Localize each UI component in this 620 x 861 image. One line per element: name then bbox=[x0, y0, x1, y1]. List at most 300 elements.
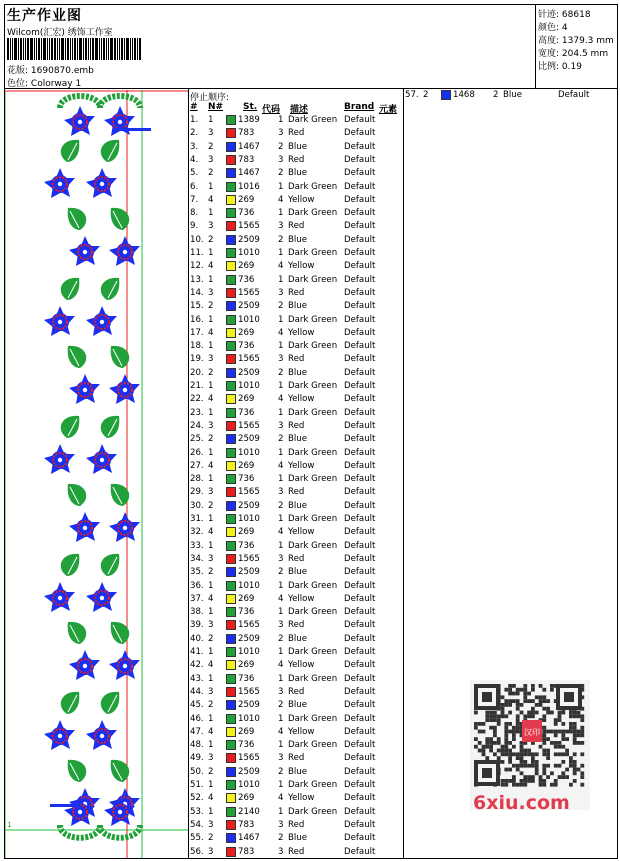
row-code: 2 bbox=[278, 141, 284, 152]
leaf-motif bbox=[101, 416, 120, 438]
row-needle: 1 bbox=[208, 780, 214, 790]
row-brand: Default bbox=[344, 234, 376, 245]
color-swatch bbox=[226, 301, 236, 311]
col-header-code: 代码 bbox=[262, 105, 281, 115]
row-code: 2 bbox=[278, 633, 284, 644]
row-num: 53. bbox=[190, 806, 204, 817]
row-needle: 2 bbox=[208, 500, 214, 511]
motif-column bbox=[44, 140, 140, 818]
flower-motif bbox=[44, 720, 75, 750]
row-code: 1 bbox=[278, 580, 284, 591]
table-row bbox=[190, 261, 404, 274]
row-needle: 1 bbox=[208, 341, 214, 352]
row-needle: 4 bbox=[208, 261, 214, 272]
table-row bbox=[190, 275, 404, 288]
colorway-line bbox=[7, 76, 81, 89]
row-brand: Default bbox=[344, 261, 376, 272]
table-row bbox=[190, 155, 404, 168]
design-file-value: 1690870.emb bbox=[30, 66, 94, 76]
row-code: 1 bbox=[278, 248, 284, 258]
flower-motif bbox=[86, 306, 117, 336]
row-stitches: 1010 bbox=[238, 447, 260, 458]
color-swatch bbox=[226, 660, 236, 670]
extra-row-num: 57. bbox=[405, 90, 419, 100]
row-stitches: 269 bbox=[238, 261, 255, 272]
row-needle: 4 bbox=[208, 527, 214, 538]
row-code: 4 bbox=[278, 194, 284, 205]
qr-logo-text: 汉印 bbox=[524, 728, 540, 737]
colorway-value: Colorway 1 bbox=[30, 79, 82, 89]
row-stitches: 1010 bbox=[238, 580, 260, 591]
table-row bbox=[190, 660, 404, 673]
row-num: 33. bbox=[190, 540, 204, 551]
row-code: 1 bbox=[278, 181, 284, 192]
row-code: 3 bbox=[278, 420, 284, 431]
table-row bbox=[190, 567, 404, 580]
row-stitches: 2509 bbox=[238, 234, 260, 245]
bottom-arch-left bbox=[60, 825, 100, 838]
flower-motif bbox=[104, 106, 135, 136]
header-divider bbox=[4, 88, 618, 89]
table-row bbox=[190, 514, 404, 527]
table-row bbox=[190, 381, 404, 394]
color-swatch bbox=[226, 647, 236, 657]
row-brand: Default bbox=[344, 314, 376, 325]
row-needle: 2 bbox=[208, 766, 214, 777]
row-num: 51. bbox=[190, 780, 204, 790]
table-row bbox=[190, 527, 404, 540]
table-row bbox=[190, 368, 404, 381]
color-swatch bbox=[226, 434, 236, 444]
row-brand: Default bbox=[344, 607, 376, 618]
row-num: 15. bbox=[190, 301, 204, 312]
col-header-num: # bbox=[190, 102, 198, 112]
row-code: 1 bbox=[278, 341, 284, 352]
row-stitches: 736 bbox=[238, 740, 255, 751]
row-code: 4 bbox=[278, 394, 284, 405]
row-needle: 4 bbox=[208, 660, 214, 671]
color-swatch bbox=[226, 421, 236, 431]
row-desc: Yellow bbox=[288, 593, 315, 604]
row-stitches: 2140 bbox=[238, 806, 260, 817]
col-header-stitches: St. bbox=[243, 102, 258, 112]
row-desc: Blue bbox=[288, 141, 308, 152]
row-desc: Red bbox=[288, 154, 305, 165]
row-num: 13. bbox=[190, 274, 204, 285]
row-num: 47. bbox=[190, 726, 204, 737]
color-swatch bbox=[226, 807, 236, 817]
row-code: 1 bbox=[278, 514, 284, 524]
table-row bbox=[190, 501, 404, 514]
leaf-motif bbox=[61, 140, 80, 162]
row-needle: 2 bbox=[208, 367, 214, 378]
table-row bbox=[190, 421, 404, 434]
color-swatch bbox=[226, 261, 236, 271]
row-needle: 1 bbox=[208, 806, 214, 817]
leaf-motif bbox=[111, 484, 130, 506]
leaf-motif bbox=[111, 346, 130, 368]
row-brand: Default bbox=[344, 141, 376, 152]
row-num: 31. bbox=[190, 514, 204, 524]
flower-motif bbox=[109, 512, 140, 542]
row-desc: Red bbox=[288, 753, 305, 764]
row-brand: Default bbox=[344, 753, 376, 764]
row-code: 1 bbox=[278, 673, 284, 684]
row-code: 3 bbox=[278, 819, 284, 830]
row-needle: 4 bbox=[208, 394, 214, 405]
row-stitches: 269 bbox=[238, 394, 255, 405]
row-needle: 2 bbox=[208, 141, 214, 152]
row-brand: Default bbox=[344, 154, 376, 165]
color-swatch bbox=[226, 793, 236, 803]
row-brand: Default bbox=[344, 274, 376, 285]
flower-motif bbox=[44, 582, 75, 612]
row-desc: Red bbox=[288, 620, 305, 631]
leaf-motif bbox=[101, 554, 120, 576]
row-desc: Dark Green bbox=[288, 580, 338, 591]
row-stitches: 1565 bbox=[238, 553, 260, 564]
row-desc: Dark Green bbox=[288, 407, 338, 418]
row-needle: 1 bbox=[208, 673, 214, 684]
col-header-element: 元素 bbox=[379, 105, 398, 115]
row-code: 1 bbox=[278, 314, 284, 325]
row-num: 3. bbox=[190, 141, 199, 152]
row-desc: Blue bbox=[288, 567, 308, 578]
flower-motif bbox=[44, 306, 75, 336]
row-desc: Yellow bbox=[288, 394, 315, 405]
row-code: 1 bbox=[278, 381, 284, 391]
row-needle: 2 bbox=[208, 434, 214, 445]
table-row bbox=[190, 354, 404, 367]
row-brand: Default bbox=[344, 354, 376, 365]
row-stitches: 1010 bbox=[238, 248, 260, 258]
row-num: 44. bbox=[190, 686, 204, 697]
row-stitches: 269 bbox=[238, 660, 255, 671]
row-num: 35. bbox=[190, 567, 204, 578]
row-num: 18. bbox=[190, 341, 204, 352]
color-swatch bbox=[226, 780, 236, 790]
row-needle: 1 bbox=[208, 740, 214, 751]
row-brand: Default bbox=[344, 660, 376, 671]
row-stitches: 1467 bbox=[238, 141, 260, 152]
table-row bbox=[190, 394, 404, 407]
color-swatch bbox=[226, 195, 236, 205]
row-code: 1 bbox=[278, 647, 284, 657]
row-num: 19. bbox=[190, 354, 204, 365]
row-desc: Yellow bbox=[288, 327, 315, 338]
row-code: 2 bbox=[278, 434, 284, 445]
row-num: 6. bbox=[190, 181, 199, 192]
leaf-motif bbox=[61, 278, 80, 300]
flower-motif bbox=[109, 236, 140, 266]
table-row bbox=[190, 793, 404, 806]
row-stitches: 736 bbox=[238, 607, 255, 618]
corner-marker: 1 bbox=[7, 821, 12, 829]
row-brand: Default bbox=[344, 527, 376, 538]
color-swatch bbox=[226, 461, 236, 471]
row-num: 22. bbox=[190, 394, 204, 405]
row-num: 28. bbox=[190, 474, 204, 485]
row-code: 2 bbox=[278, 766, 284, 777]
row-stitches: 783 bbox=[238, 819, 255, 830]
row-code: 1 bbox=[278, 274, 284, 285]
row-stitches: 783 bbox=[238, 846, 255, 857]
table-row bbox=[190, 195, 404, 208]
row-num: 49. bbox=[190, 753, 204, 764]
row-code: 1 bbox=[278, 540, 284, 551]
table-row bbox=[190, 594, 404, 607]
row-needle: 1 bbox=[208, 647, 214, 657]
row-desc: Dark Green bbox=[288, 181, 338, 192]
row-desc: Blue bbox=[288, 700, 308, 711]
extra-row-swatch bbox=[441, 90, 451, 100]
color-swatch bbox=[226, 328, 236, 338]
row-desc: Dark Green bbox=[288, 780, 338, 790]
row-num: 50. bbox=[190, 766, 204, 777]
color-swatch bbox=[226, 833, 236, 843]
flower-motif bbox=[44, 168, 75, 198]
color-swatch bbox=[226, 128, 236, 138]
row-stitches: 736 bbox=[238, 274, 255, 285]
row-needle: 1 bbox=[208, 514, 214, 524]
flower-motif bbox=[86, 444, 117, 474]
row-needle: 1 bbox=[208, 540, 214, 551]
row-code: 4 bbox=[278, 726, 284, 737]
row-brand: Default bbox=[344, 806, 376, 817]
color-swatch bbox=[226, 235, 236, 245]
color-swatch bbox=[226, 727, 236, 737]
row-code: 1 bbox=[278, 713, 284, 724]
color-swatch bbox=[226, 767, 236, 777]
row-brand: Default bbox=[344, 780, 376, 790]
row-brand: Default bbox=[344, 833, 376, 844]
row-stitches: 1565 bbox=[238, 487, 260, 498]
row-desc: Dark Green bbox=[288, 713, 338, 724]
table-row bbox=[190, 301, 404, 314]
row-stitches: 269 bbox=[238, 793, 255, 804]
row-code: 1 bbox=[278, 447, 284, 458]
row-desc: Dark Green bbox=[288, 447, 338, 458]
row-stitches: 1565 bbox=[238, 686, 260, 697]
row-code: 3 bbox=[278, 128, 284, 139]
row-stitches: 2509 bbox=[238, 500, 260, 511]
row-stitches: 783 bbox=[238, 128, 255, 139]
row-brand: Default bbox=[344, 301, 376, 312]
row-brand: Default bbox=[344, 434, 376, 445]
row-num: 29. bbox=[190, 487, 204, 498]
row-code: 2 bbox=[278, 168, 284, 179]
table-row bbox=[190, 487, 404, 500]
leaf-motif bbox=[111, 622, 130, 644]
row-needle: 3 bbox=[208, 620, 214, 631]
row-needle: 1 bbox=[208, 407, 214, 418]
row-code: 4 bbox=[278, 460, 284, 471]
row-desc: Dark Green bbox=[288, 806, 338, 817]
table-row bbox=[190, 620, 404, 633]
row-code: 1 bbox=[278, 806, 284, 817]
row-num: 2. bbox=[190, 128, 199, 139]
row-num: 55. bbox=[190, 833, 204, 844]
row-brand: Default bbox=[344, 593, 376, 604]
row-num: 25. bbox=[190, 434, 204, 445]
row-desc: Red bbox=[288, 819, 305, 830]
row-desc: Blue bbox=[288, 833, 308, 844]
flower-motif bbox=[69, 512, 100, 542]
table-row bbox=[190, 714, 404, 727]
row-code: 1 bbox=[278, 208, 284, 219]
table-row bbox=[190, 700, 404, 713]
row-brand: Default bbox=[344, 686, 376, 697]
row-desc: Dark Green bbox=[288, 514, 338, 524]
row-brand: Default bbox=[344, 766, 376, 777]
row-needle: 2 bbox=[208, 633, 214, 644]
row-stitches: 269 bbox=[238, 726, 255, 737]
row-brand: Default bbox=[344, 540, 376, 551]
row-brand: Default bbox=[344, 407, 376, 418]
color-swatch bbox=[226, 847, 236, 857]
row-stitches: 2509 bbox=[238, 367, 260, 378]
row-num: 9. bbox=[190, 221, 199, 232]
row-code: 1 bbox=[278, 115, 284, 125]
row-needle: 3 bbox=[208, 287, 214, 298]
row-code: 3 bbox=[278, 753, 284, 764]
extra-row-brand: Default bbox=[558, 90, 590, 100]
row-brand: Default bbox=[344, 128, 376, 139]
row-num: 41. bbox=[190, 647, 204, 657]
leaf-motif bbox=[111, 760, 130, 782]
row-num: 34. bbox=[190, 553, 204, 564]
table-row bbox=[190, 328, 404, 341]
flower-motif bbox=[69, 374, 100, 404]
color-swatch bbox=[226, 687, 236, 697]
row-brand: Default bbox=[344, 287, 376, 298]
row-needle: 1 bbox=[208, 248, 214, 258]
color-swatch bbox=[226, 594, 236, 604]
row-needle: 3 bbox=[208, 846, 214, 857]
row-num: 7. bbox=[190, 194, 199, 205]
row-brand: Default bbox=[344, 181, 376, 192]
row-num: 1. bbox=[190, 115, 199, 125]
row-needle: 1 bbox=[208, 713, 214, 724]
leaf-motif bbox=[68, 208, 87, 230]
row-brand: Default bbox=[344, 474, 376, 485]
row-desc: Yellow bbox=[288, 261, 315, 272]
row-stitches: 2509 bbox=[238, 633, 260, 644]
extra-row-stitches: 1468 bbox=[453, 90, 475, 100]
row-needle: 2 bbox=[208, 301, 214, 312]
row-stitches: 2509 bbox=[238, 766, 260, 777]
row-desc: Dark Green bbox=[288, 740, 338, 751]
color-swatch bbox=[226, 275, 236, 285]
row-num: 45. bbox=[190, 700, 204, 711]
row-brand: Default bbox=[344, 819, 376, 830]
row-code: 4 bbox=[278, 527, 284, 538]
row-desc: Yellow bbox=[288, 194, 315, 205]
row-desc: Blue bbox=[288, 168, 308, 179]
color-swatch bbox=[226, 248, 236, 258]
design-preview bbox=[5, 90, 188, 858]
table-row bbox=[190, 847, 404, 860]
row-stitches: 783 bbox=[238, 154, 255, 165]
row-num: 46. bbox=[190, 713, 204, 724]
row-desc: Yellow bbox=[288, 660, 315, 671]
flower-motif bbox=[86, 168, 117, 198]
info-stitches: 针迹: 68618 bbox=[538, 10, 591, 20]
row-stitches: 1016 bbox=[238, 181, 260, 192]
row-desc: Dark Green bbox=[288, 540, 338, 551]
row-desc: Dark Green bbox=[288, 607, 338, 618]
color-swatch bbox=[226, 567, 236, 577]
color-swatch bbox=[226, 288, 236, 298]
row-stitches: 269 bbox=[238, 593, 255, 604]
color-swatch bbox=[226, 368, 236, 378]
table-row bbox=[190, 128, 404, 141]
row-stitches: 1565 bbox=[238, 753, 260, 764]
flower-motif bbox=[86, 720, 117, 750]
design-file-label: 花版: bbox=[7, 66, 29, 76]
row-stitches: 2509 bbox=[238, 434, 260, 445]
row-stitches: 736 bbox=[238, 407, 255, 418]
row-needle: 3 bbox=[208, 487, 214, 498]
color-swatch bbox=[226, 408, 236, 418]
row-desc: Red bbox=[288, 354, 305, 365]
row-stitches: 736 bbox=[238, 673, 255, 684]
info-scale: 比例: 0.19 bbox=[538, 62, 582, 72]
row-num: 8. bbox=[190, 208, 199, 219]
table-row bbox=[190, 554, 404, 567]
row-code: 3 bbox=[278, 487, 284, 498]
row-brand: Default bbox=[344, 420, 376, 431]
table-row bbox=[190, 168, 404, 181]
row-desc: Red bbox=[288, 846, 305, 857]
row-desc: Red bbox=[288, 420, 305, 431]
row-code: 3 bbox=[278, 287, 284, 298]
row-brand: Default bbox=[344, 713, 376, 724]
row-stitches: 1010 bbox=[238, 780, 260, 790]
flower-motif bbox=[109, 650, 140, 680]
color-swatch bbox=[226, 581, 236, 591]
row-num: 21. bbox=[190, 381, 204, 391]
color-swatch bbox=[226, 221, 236, 231]
row-stitches: 2509 bbox=[238, 567, 260, 578]
row-code: 3 bbox=[278, 846, 284, 857]
row-desc: Dark Green bbox=[288, 341, 338, 352]
color-swatch bbox=[226, 501, 236, 511]
row-stitches: 269 bbox=[238, 327, 255, 338]
row-stitches: 1010 bbox=[238, 314, 260, 325]
row-num: 23. bbox=[190, 407, 204, 418]
row-code: 4 bbox=[278, 261, 284, 272]
row-brand: Default bbox=[344, 460, 376, 471]
row-desc: Yellow bbox=[288, 726, 315, 737]
row-needle: 3 bbox=[208, 753, 214, 764]
table-row bbox=[190, 767, 404, 780]
color-swatch bbox=[226, 753, 236, 763]
row-code: 2 bbox=[278, 700, 284, 711]
row-num: 36. bbox=[190, 580, 204, 591]
row-num: 14. bbox=[190, 287, 204, 298]
row-code: 2 bbox=[278, 833, 284, 844]
table-row bbox=[190, 182, 404, 195]
color-swatch bbox=[226, 527, 236, 537]
row-stitches: 269 bbox=[238, 460, 255, 471]
row-desc: Dark Green bbox=[288, 647, 338, 657]
leaf-motif bbox=[61, 416, 80, 438]
row-code: 1 bbox=[278, 407, 284, 418]
table-row bbox=[190, 581, 404, 594]
table-row bbox=[190, 727, 404, 740]
row-needle: 4 bbox=[208, 726, 214, 737]
